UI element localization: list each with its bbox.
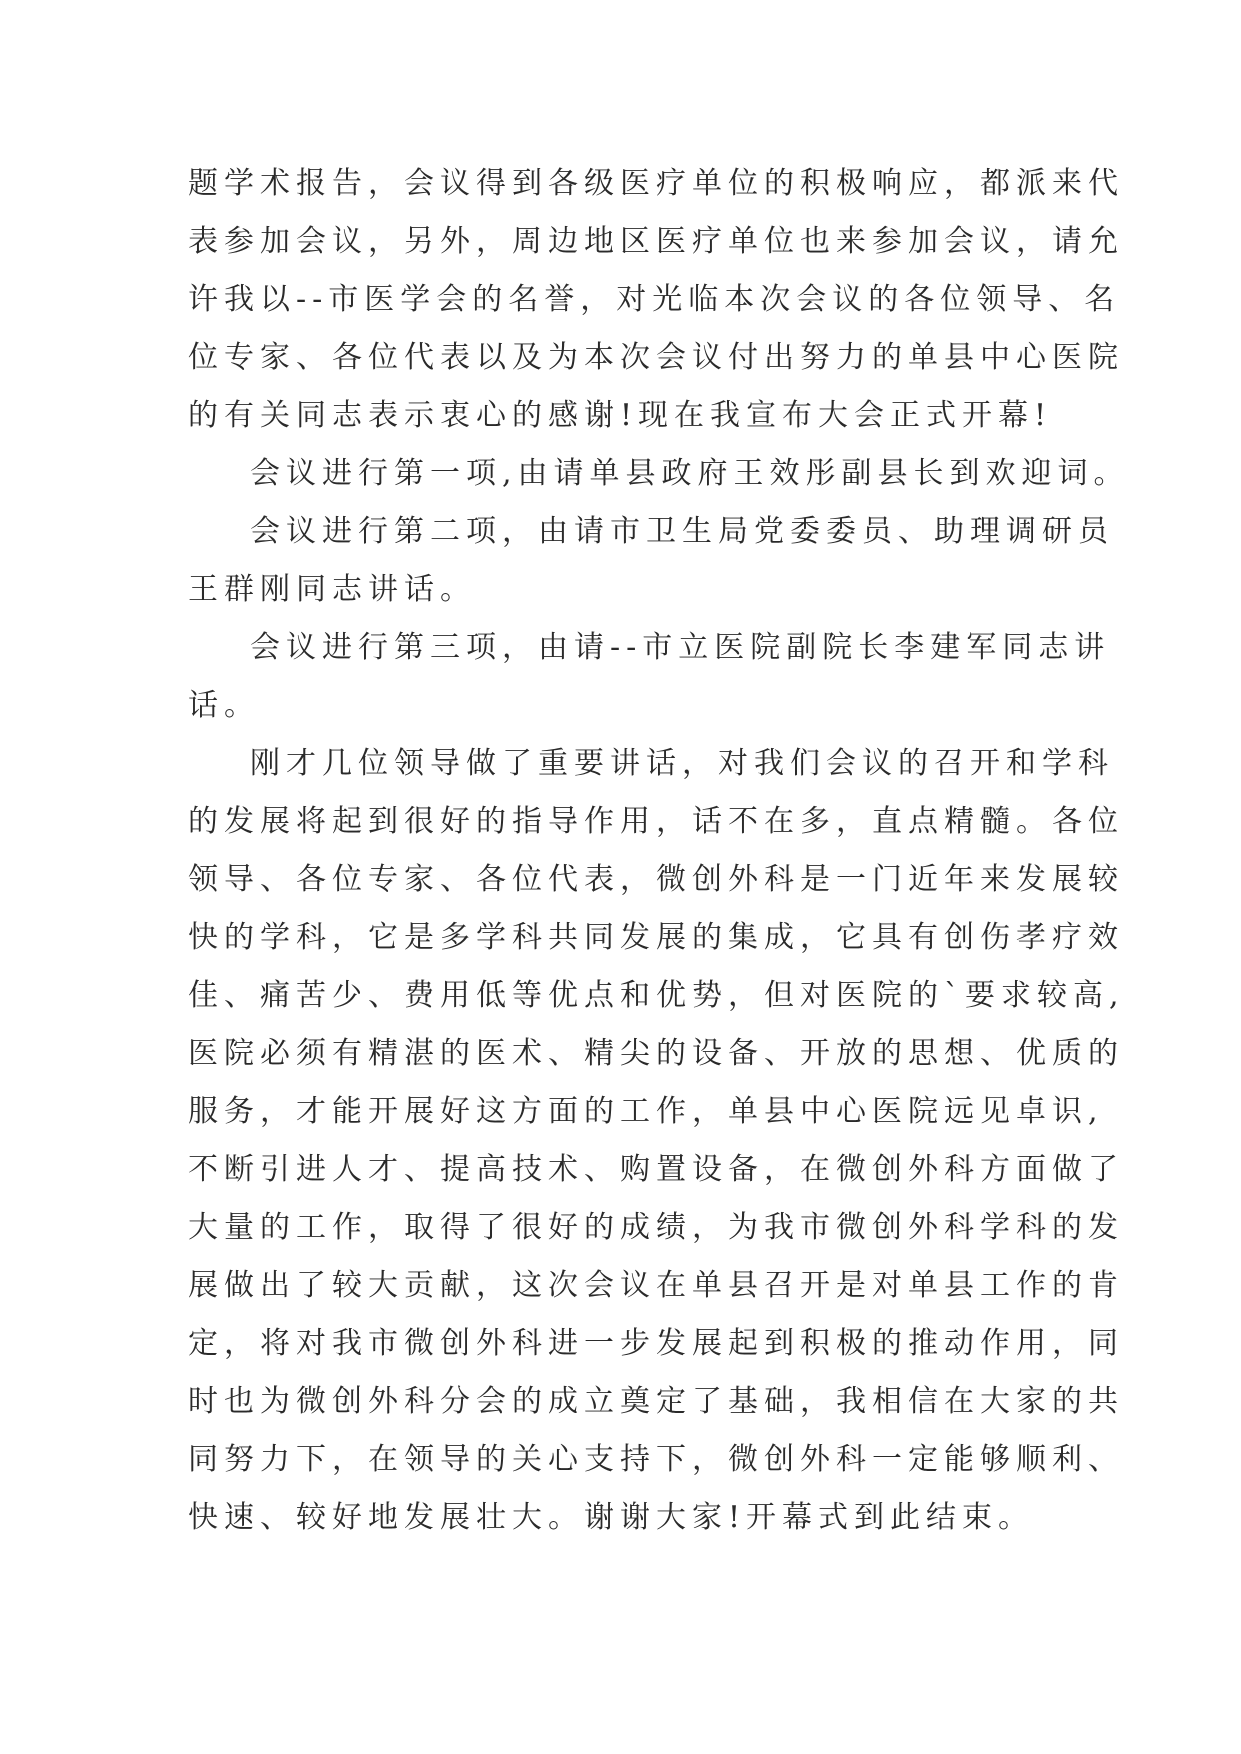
paragraph-1 bbox=[188, 155, 1124, 445]
text-line: 话。 bbox=[188, 688, 260, 723]
text-line: 的发展将起到很好的指导作用，话不在多，直点精髓。各位 bbox=[188, 804, 1124, 839]
text-line: 同努力下，在领导的关心支持下，微创外科一定能够顺利、 bbox=[188, 1442, 1124, 1477]
paragraph-3 bbox=[188, 503, 1114, 619]
paragraph-5 bbox=[188, 735, 1125, 1547]
text-line: 许我以--市医学会的名誉，对光临本次会议的各位领导、名 bbox=[188, 282, 1121, 317]
text-line: 快的学科，它是多学科共同发展的集成，它具有创伤孝疗效 bbox=[188, 920, 1124, 955]
text-line: 不断引进人才、提高技术、购置设备，在微创外科方面做了 bbox=[188, 1152, 1124, 1187]
text-line: 大量的工作，取得了很好的成绩，为我市微创外科学科的发 bbox=[188, 1210, 1124, 1245]
paragraph-4 bbox=[188, 619, 1111, 735]
text-line: 服务，才能开展好这方面的工作，单县中心医院远见卓识, bbox=[188, 1094, 1104, 1129]
text-line: 位专家、各位代表以及为本次会议付出努力的单县中心医院 bbox=[188, 340, 1124, 375]
text-line: 快速、较好地发展壮大。谢谢大家!开幕式到此结束。 bbox=[188, 1500, 1035, 1535]
text-line: 领导、各位专家、各位代表，微创外科是一门近年来发展较 bbox=[188, 862, 1124, 897]
text-line: 会议进行第一项,由请单县政府王效彤副县长到欢迎词。 bbox=[250, 456, 1130, 491]
text-line: 题学术报告，会议得到各级医疗单位的积极响应，都派来代 bbox=[188, 166, 1124, 201]
text-line: 定，将对我市微创外科进一步发展起到积极的推动作用，同 bbox=[188, 1326, 1124, 1361]
text-line: 医院必须有精湛的医术、精尖的设备、开放的思想、优质的 bbox=[188, 1036, 1124, 1071]
text-line: 表参加会议，另外，周边地区医疗单位也来参加会议，请允 bbox=[188, 224, 1124, 259]
text-line: 刚才几位领导做了重要讲话，对我们会议的召开和学科 bbox=[250, 746, 1114, 781]
text-line: 时也为微创外科分会的成立奠定了基础，我相信在大家的共 bbox=[188, 1384, 1124, 1419]
text-line: 王群刚同志讲话。 bbox=[188, 572, 476, 607]
text-line: 展做出了较大贡献，这次会议在单县召开是对单县工作的肯 bbox=[188, 1268, 1124, 1303]
paragraph-2 bbox=[188, 445, 1130, 503]
text-line: 的有关同志表示衷心的感谢!现在我宣布大会正式开幕! bbox=[188, 398, 1053, 433]
text-line: 会议进行第二项，由请市卫生局党委委员、助理调研员 bbox=[250, 514, 1114, 549]
text-line: 会议进行第三项，由请--市立医院副院长李建军同志讲 bbox=[250, 630, 1111, 665]
document-body bbox=[188, 155, 1130, 1547]
text-line: 佳、痛苦少、费用低等优点和优势，但对医院的`要求较高, bbox=[188, 978, 1125, 1013]
